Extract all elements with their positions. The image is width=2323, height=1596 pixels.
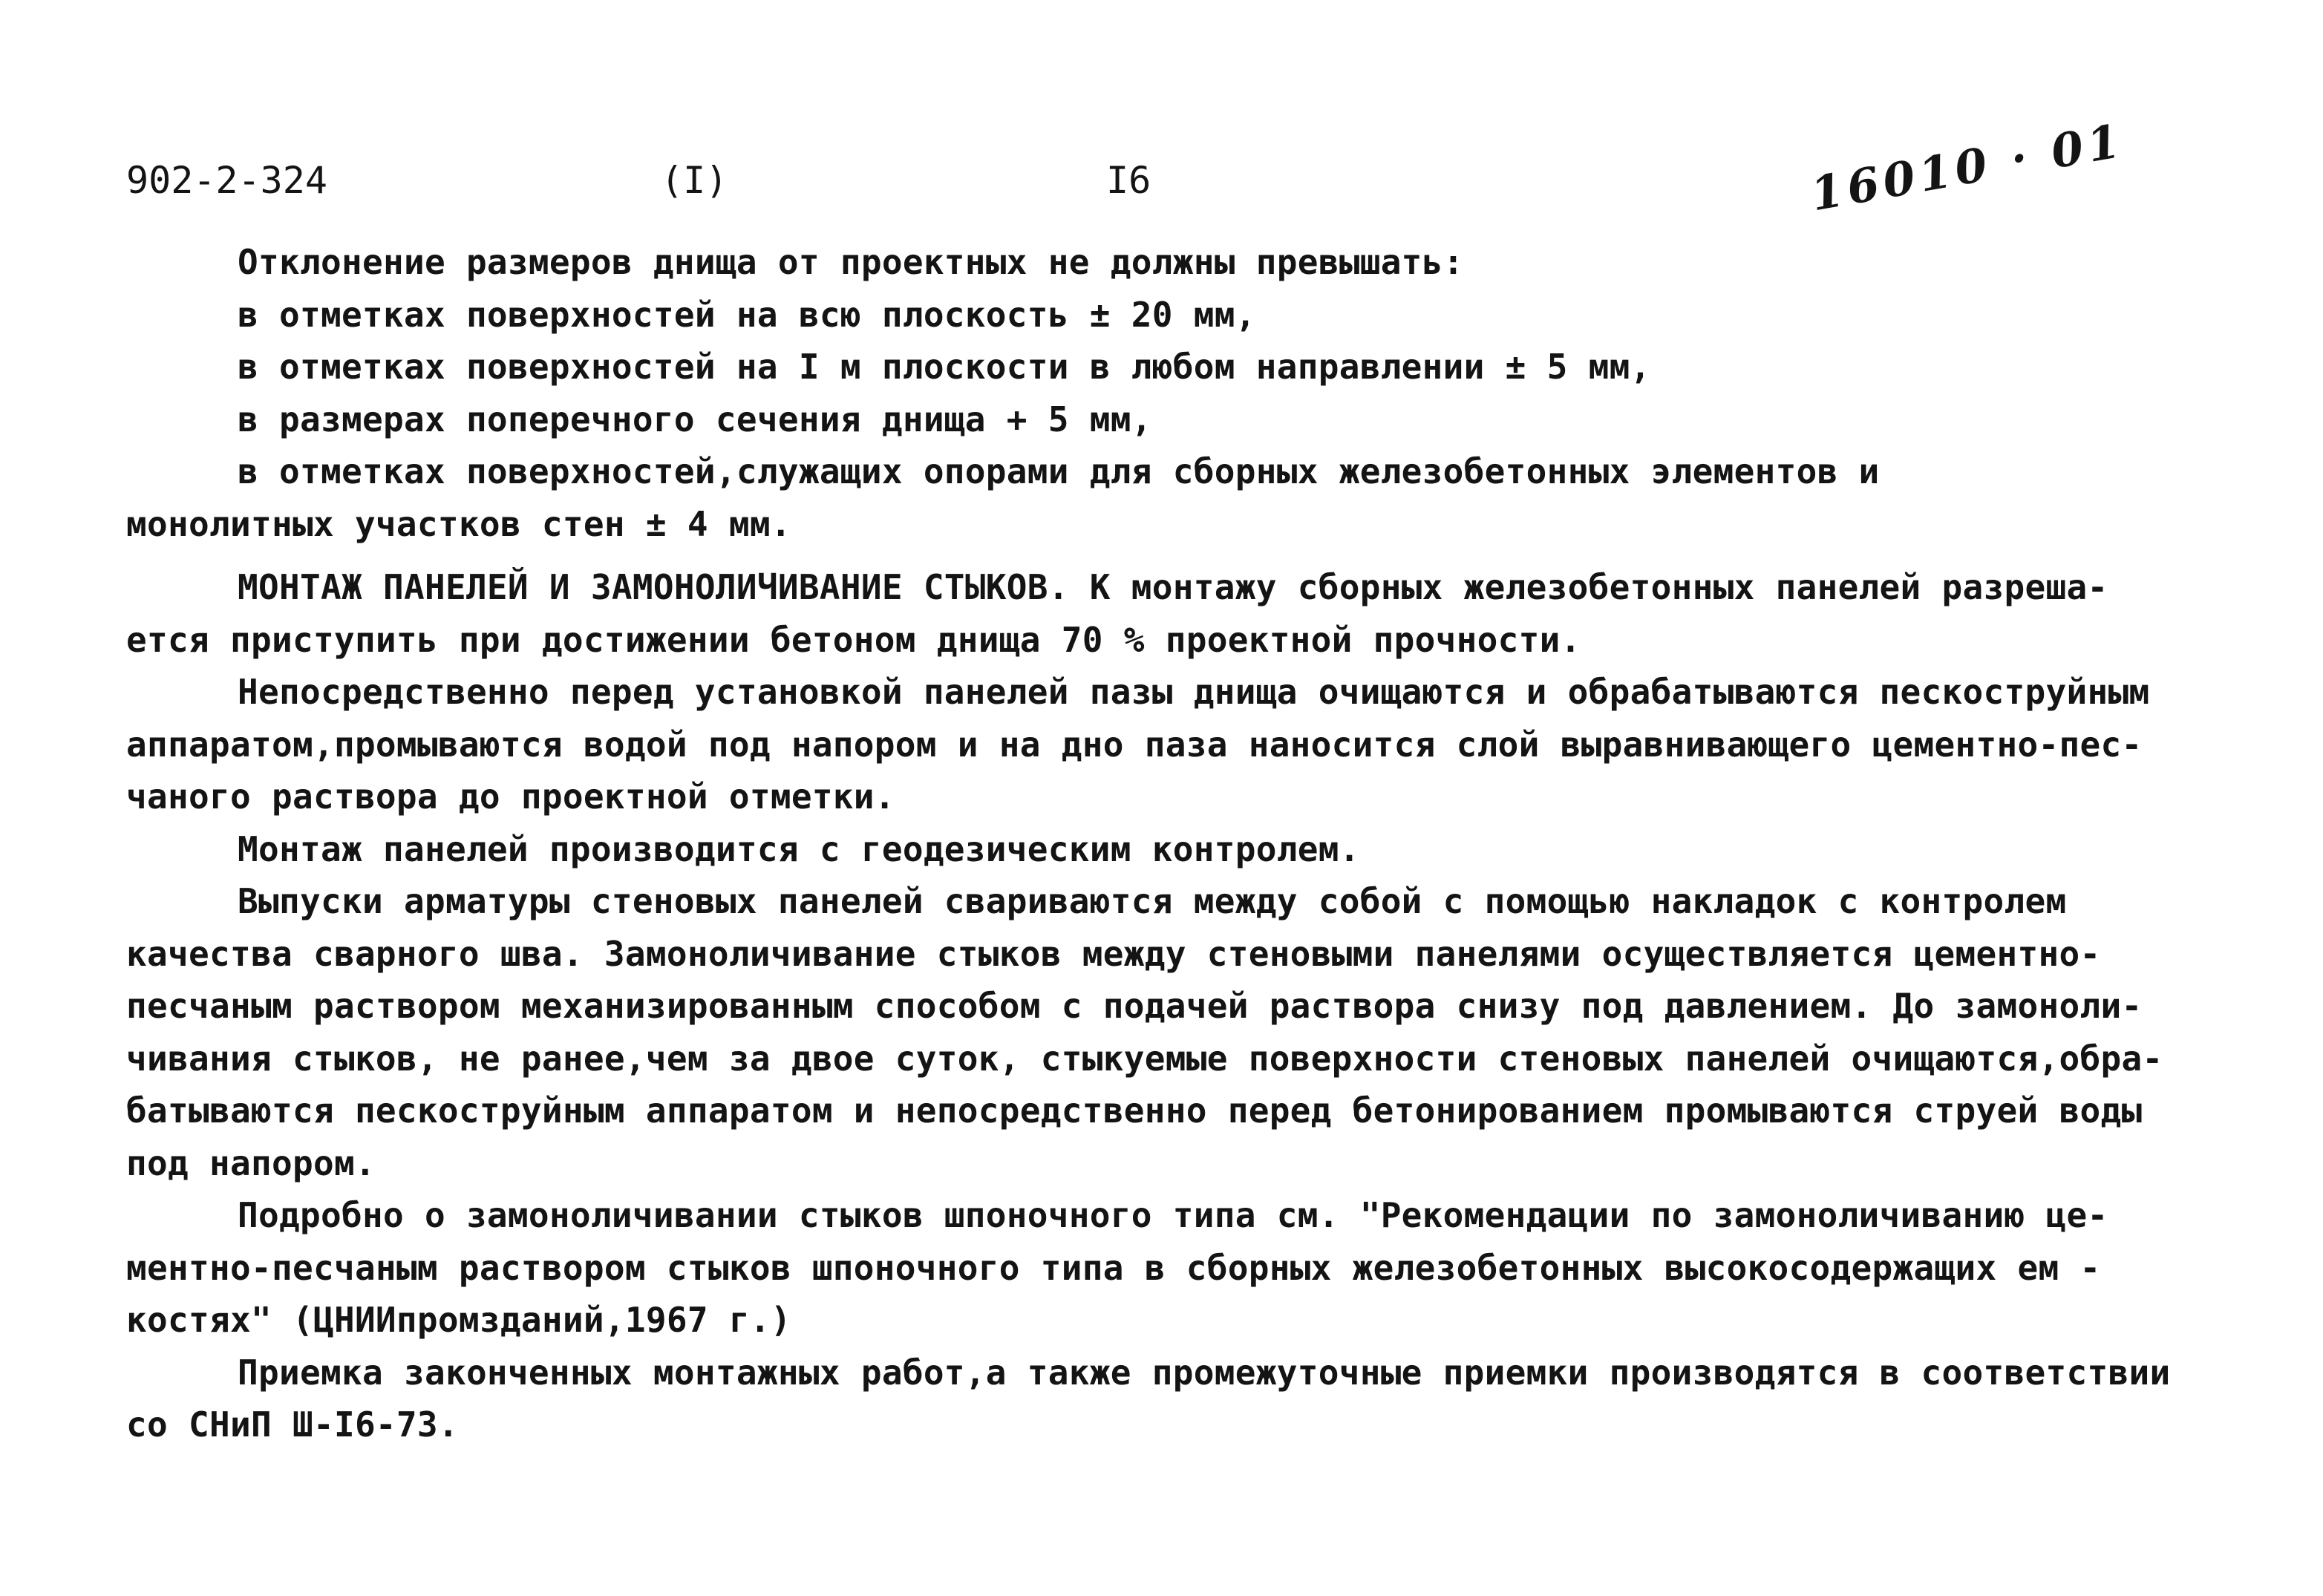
- text-line: Непосредственно перед установкой панелей пазы днища очищаются и обрабатываются пескоструйным: [238, 672, 2150, 712]
- text-line: Монтаж панелей производится с геодезическим контролем.: [238, 828, 1360, 869]
- text-line: под напором.: [126, 1142, 376, 1183]
- text-line: в отметках поверхностей,служащих опорами для сборных железобетонных элементов и: [238, 451, 1880, 491]
- text-line: ется приступить при достижении бетоном днища 70 % проектной прочности.: [126, 619, 1581, 660]
- text-line: Приемка законченных монтажных работ,а также промежуточные приемки производятся в соответствии: [238, 1352, 2171, 1393]
- section-heading-line: МОНТАЖ ПАНЕЛЕЙ И ЗАМОНОЛИЧИВАНИЕ СТЫКОВ. К монтажу сборных железобетонных панелей разреша-: [238, 567, 2108, 607]
- text-line: чивания стыков, не ранее,чем за двое суток, стыкуемые поверхности стеновых панелей очищаются,обра-: [126, 1038, 2163, 1079]
- text-line: Выпуски арматуры стеновых панелей свариваются между собой с помощью накладок с контролем: [238, 881, 2067, 921]
- text-line: в размерах поперечного сечения днища + 5 мм,: [238, 399, 1152, 439]
- handwritten-registration-number: 16010 · 01: [1806, 113, 2128, 222]
- paragraph-gap: [126, 550, 2205, 561]
- text-line: песчаным раствором механизированным способом с подачей раствора снизу под давлением. До замоноли-: [126, 986, 2143, 1026]
- text-line: чаного раствора до проектной отметки.: [126, 776, 895, 817]
- text-line: в отметках поверхностей на всю плоскость ± 20 мм,: [238, 294, 1256, 335]
- page-number: I6: [1106, 159, 1151, 202]
- document-code: 902-2-324: [126, 159, 327, 202]
- text-line: со СНиП Ш-I6-73.: [126, 1404, 459, 1445]
- text-line: в отметках поверхностей на I м плоскости в любом направлении ± 5 мм,: [238, 347, 1651, 387]
- sheet-part: (I): [661, 159, 728, 202]
- text-line: батываются пескоструйным аппаратом и непосредственно перед бетонированием промываются струей воды: [126, 1090, 2143, 1131]
- text-line: качества сварного шва. Замоноличивание стыков между стеновыми панелями осуществляется цементно-: [126, 933, 2101, 974]
- text-line: Подробно о замоноличивании стыков шпоночного типа см. "Рекомендации по замоноличиванию це-: [238, 1195, 2108, 1235]
- text-line: монолитных участков стен ± 4 мм.: [126, 503, 791, 544]
- text-line: аппаратом,промываются водой под напором и на дно паза наносится слой выравнивающего цементно-пес-: [126, 724, 2143, 765]
- text-line: ментно-песчаным раствором стыков шпоночного типа в сборных железобетонных высокосодержащих ем -: [126, 1247, 2101, 1288]
- document-body: [126, 236, 2205, 1451]
- text-line: Отклонение размеров днища от проектных не должны превышать:: [238, 242, 1464, 282]
- text-line: костях" (ЦНИИпромзданий,1967 г.): [126, 1300, 791, 1340]
